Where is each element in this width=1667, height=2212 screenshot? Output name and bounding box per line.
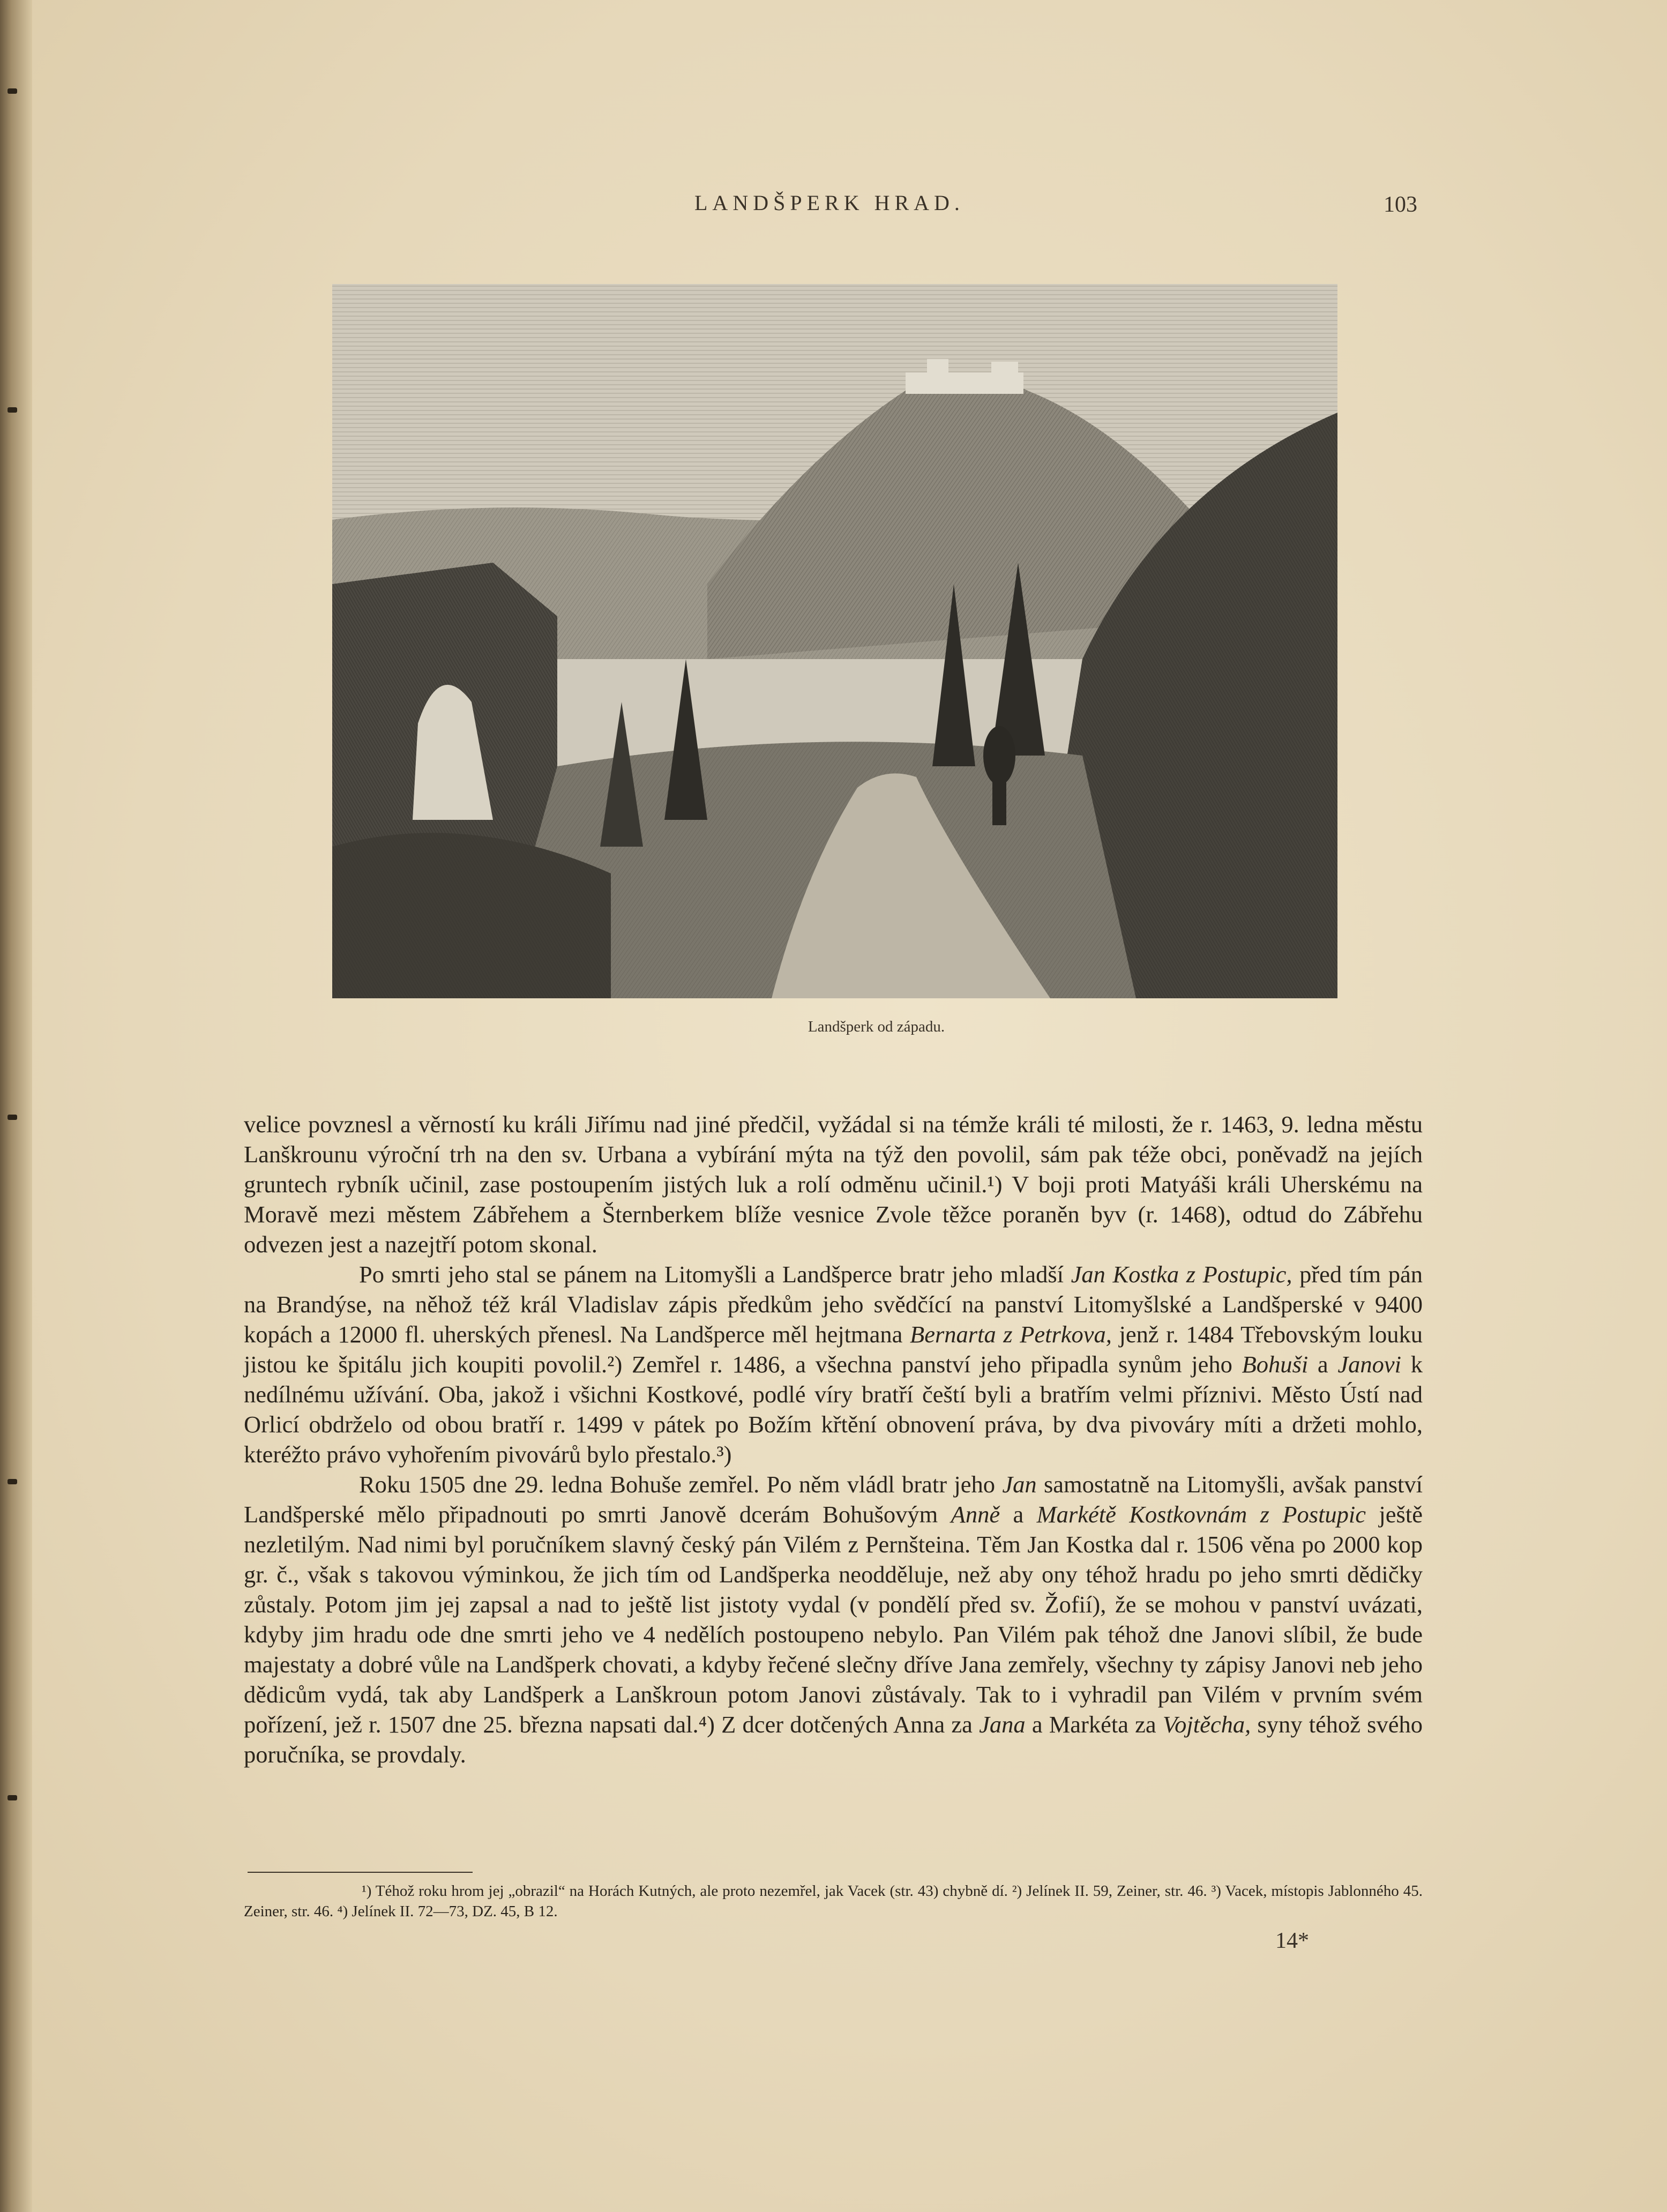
italic-name: Jan (1002, 1471, 1037, 1498)
italic-name: Anně (951, 1501, 1000, 1528)
italic-name: Bohuši (1242, 1351, 1309, 1378)
signature-mark: 14* (1275, 1929, 1309, 1953)
text-run: k nedílnému užívání. Oba, jakož i všichni Kostkové, podlé víry bratří čeští byli a bratřím velmi příznivi. Město Ústí nad Orlicí obdrželo od obou bratří r. 1499 v pátek po Božím křtění obnovení práva, by dva pivováry míti a držeti mohlo, kteréžto právo vyhořením pivovárů bylo přestalo.³) (244, 1351, 1423, 1468)
spine-mark (8, 407, 17, 413)
engraving-illustration (332, 284, 1337, 998)
text-run: a Markéta za (1025, 1711, 1163, 1738)
spine-mark (8, 88, 17, 94)
illustration-caption: Landšperk od západu. (808, 1018, 945, 1035)
text-run: a (1308, 1351, 1338, 1378)
text-run: ještě nezletilým. Nad nimi byl poručníkem slavný český pán Vilém z Pernšteina. Těm Jan Kostka dal r. 1506 věna po 2000 kop gr. č., však s takovou výminkou, že jich tím od Landšperka neodděluje, než aby ony téhož hradu po jeho smrti dědičky zůstaly. Potom jim jej zapsal a nad to ještě list jistoty vydal (v pondělí před sv. Žofií), že se mohou v panství uvázati, kdyby jim hradu ode dne smrti jeho ve 4 nedělích postoupeno nebylo. Pan Vilém pak téhož dne Janovi slíbil, že bude majestaty a dobré vůle na Landšperk chovati, a kdyby řečené slečny dříve Jana zemřely, všechny ty zápisy Janovi neb jeho dědicům vydá, tak aby Landšperk a Lanškroun potom Janovi zůstávaly. Tak to i vyhradil pan Vilém v prvním svém pořízení, jež r. 1507 dne 25. března napsati dal.⁴) Z dcer dotčených Anna za (244, 1501, 1423, 1738)
text-run: samostatně na Litomyšli, avšak panství Landšperské mělo připadnouti po smrti Janově dcerám Bohušovým (244, 1471, 1423, 1528)
running-head: LANDŠPERK HRAD. (694, 191, 965, 215)
text-run: před tím pán na Brandýse, na něhož též král Vladislav zápis předkům jeho svědčící na panství Litomyšlské a Landšperské v 9400 kopách a 12000 fl. uherských přenesl. Na Landšperce měl hejtmana (244, 1261, 1423, 1348)
italic-name: Bernarta z Petrkova, (910, 1321, 1112, 1348)
italic-name: Janovi (1337, 1351, 1402, 1378)
text-run: syny téhož svého poručníka, se provdaly. (244, 1711, 1423, 1768)
spine-mark (8, 1115, 17, 1120)
paragraph: velice povznesl a věrností ku králi Jiřímu nad jiné předčil, vyžádal si na témže králi té milosti, že r. 1463, 9. ledna městu Lanškrounu výroční trh na den sv. Urbana a vybírání mýta na týž den povolil, sám pak téže obci, poněvadž na jejích gruntech rybník učinil, zase postoupením jistých luk a rolí odměnu učinil.¹) V boji proti Matyáši králi Uherskému na Moravě mezi městem Zábřehem a Šternberkem blíže vesnice Zvole těžce poraněn byv (r. 1468), odtud do Zábřehu odvezen jest a nazejtří potom skonal. (244, 1111, 1423, 1258)
footnotes: ¹) Téhož roku hrom jej „obrazil“ na Horách Kutných, ale proto nezemřel, jak Vacek (str. 43) chybně dí. ²) Jelínek II. 59, Zeiner, str. 46. ³) Vacek, místopis Jablonného 45. Zeiner, str. 46. ⁴) Jelínek II. 72—73, DZ. 45, B 12. (244, 1882, 1423, 1920)
footnote-rule (248, 1872, 473, 1873)
spine-mark (8, 1479, 17, 1484)
italic-name: Vojtěcha, (1162, 1711, 1251, 1738)
paragraph (244, 1259, 1423, 1469)
text-run: jenž r. 1484 Třebovským louku jistou ke špitálu jich koupiti povolil.²) Zemřel r. 1486, a všechna panství jeho připadla synům jeho (244, 1321, 1423, 1378)
italic-name: Markétě Kostkovnám z Postupic (1036, 1501, 1366, 1528)
text-run: a (1000, 1501, 1037, 1528)
spine-mark (8, 1795, 17, 1800)
text-run: Po smrti jeho stal se pánem na Litomyšli a Landšperce bratr jeho mladší (359, 1261, 1071, 1288)
book-spine-edge (0, 0, 32, 2212)
page-number: 103 (1384, 192, 1417, 217)
italic-name: Jan Kostka z Postupic, (1071, 1261, 1292, 1288)
paragraph (244, 1469, 1423, 1769)
body-text (244, 1109, 1423, 1769)
text-run: Roku 1505 dne 29. ledna Bohuše zemřel. Po něm vládl bratr jeho (359, 1471, 1003, 1498)
italic-name: Jana (979, 1711, 1026, 1738)
